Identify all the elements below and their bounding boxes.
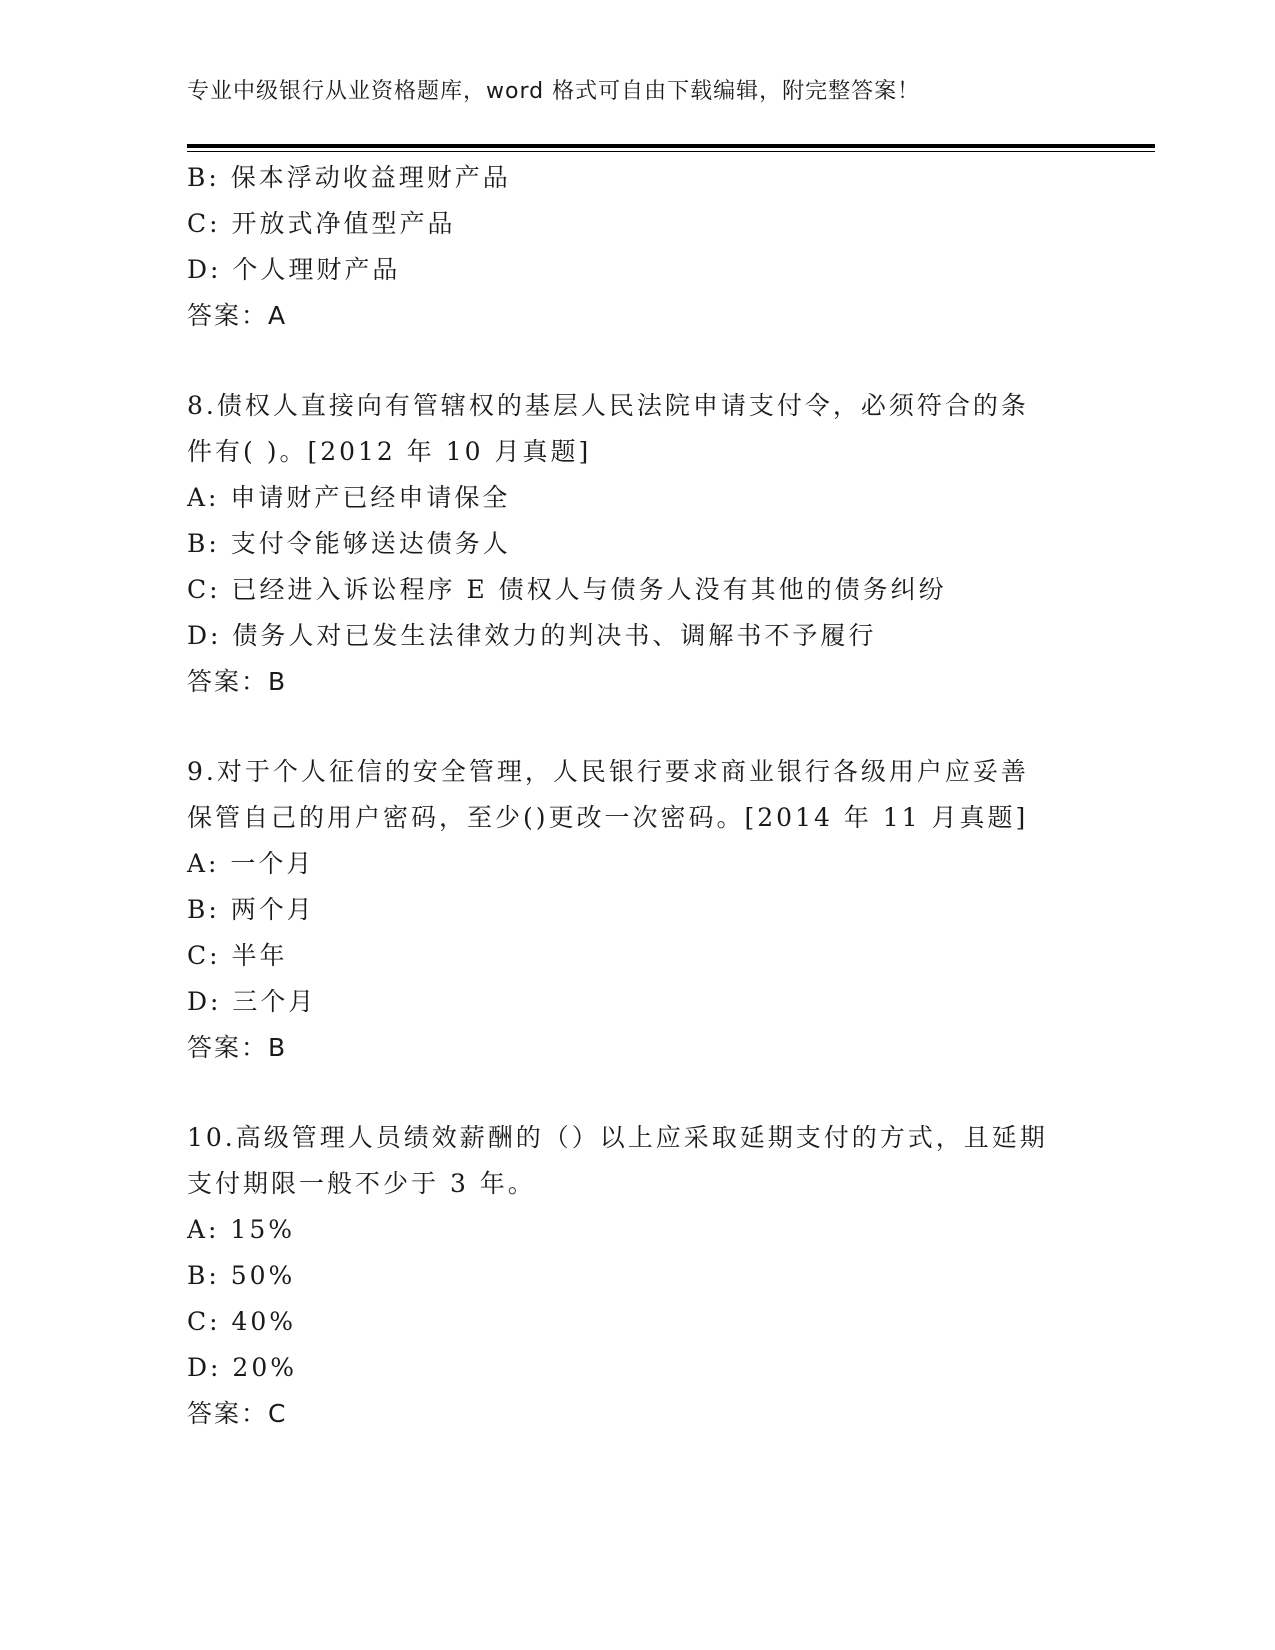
question-block <box>187 1115 1087 1437</box>
question-text: 件有( )。[2012 年 10 月真题] <box>187 437 592 466</box>
option-line: A: 15% <box>187 1215 295 1244</box>
answer-line: 答案：B <box>187 1033 288 1062</box>
option-line: B: 50% <box>187 1261 296 1290</box>
question-block <box>187 749 1087 1071</box>
question-list <box>187 155 1087 1437</box>
option-line: A: 一个月 <box>187 849 315 878</box>
header-rule-thick <box>187 144 1155 148</box>
option-line: C: 40% <box>187 1307 297 1336</box>
question-text: 10.高级管理人员绩效薪酬的（）以上应采取延期支付的方式，且延期 <box>187 1123 1048 1152</box>
question-block <box>187 383 1087 705</box>
question-text: 支付期限一般不少于 3 年。 <box>187 1169 536 1198</box>
option-line: D: 个人理财产品 <box>187 255 401 284</box>
option-line: B: 支付令能够送达债务人 <box>187 529 511 558</box>
question-text: 保管自己的用户密码，至少()更改一次密码。[2014 年 11 月真题] <box>187 803 1029 832</box>
option-line: C: 已经进入诉讼程序 E 债权人与债务人没有其他的债务纠纷 <box>187 575 947 604</box>
option-line: D: 三个月 <box>187 987 317 1016</box>
answer-line: 答案：A <box>187 301 288 330</box>
option-line: A: 申请财产已经申请保全 <box>187 483 511 512</box>
header-rule-thin <box>187 151 1155 152</box>
question-text: 9.对于个人征信的安全管理，人民银行要求商业银行各级用户应妥善 <box>187 757 1029 786</box>
header-note: 专业中级银行从业资格题库，word 格式可自由下载编辑，附完整答案！ <box>187 79 921 104</box>
option-line: C: 半年 <box>187 941 288 970</box>
question-text: 8.债权人直接向有管辖权的基层人民法院申请支付令，必须符合的条 <box>187 391 1029 420</box>
answer-line: 答案：B <box>187 667 288 696</box>
option-line: D: 债务人对已发生法律效力的判决书、调解书不予履行 <box>187 621 877 650</box>
option-line: D: 20% <box>187 1353 297 1382</box>
option-line: B: 保本浮动收益理财产品 <box>187 163 511 192</box>
option-line: B: 两个月 <box>187 895 315 924</box>
option-line: C: 开放式净值型产品 <box>187 209 456 238</box>
answer-line: 答案：C <box>187 1399 288 1428</box>
question-block <box>187 155 1087 339</box>
